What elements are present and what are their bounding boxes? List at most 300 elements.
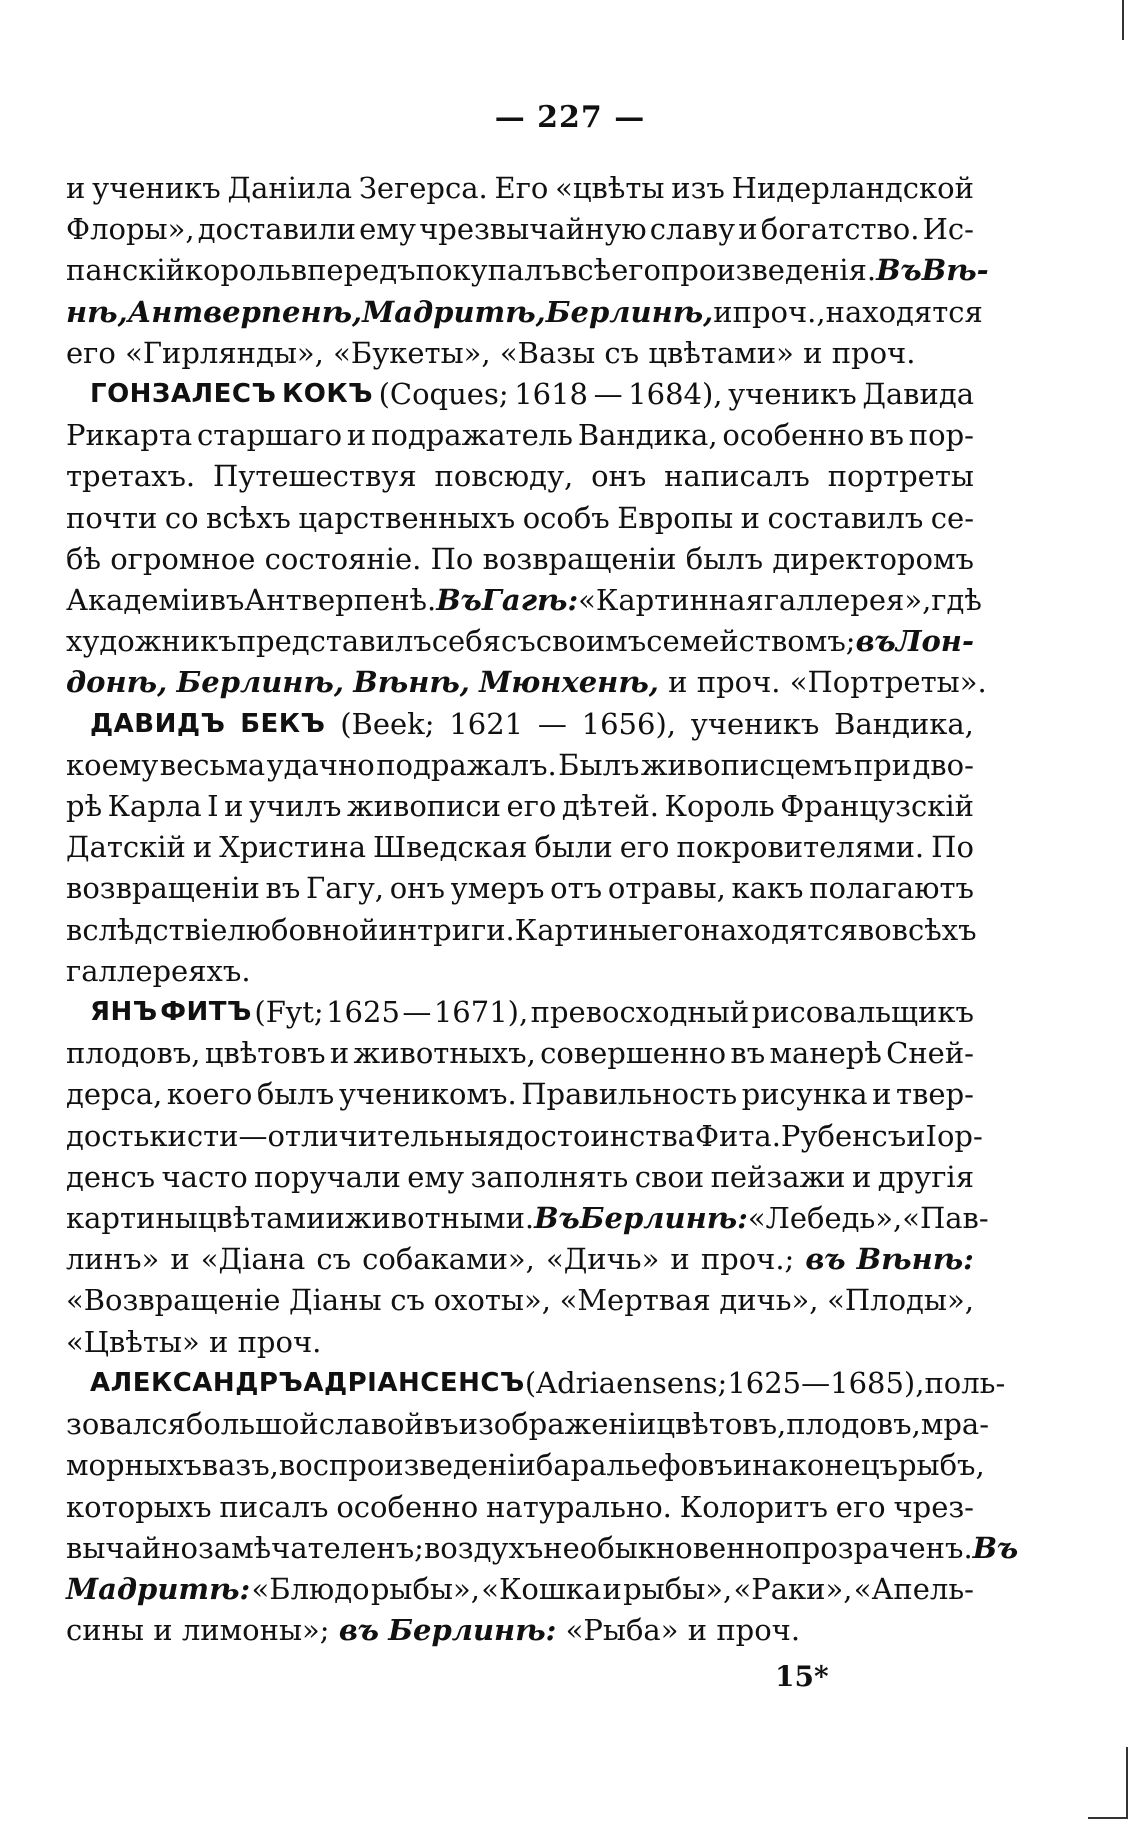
word: проч. — [696, 665, 781, 700]
word: Фита. — [694, 1118, 781, 1153]
text-line — [66, 1322, 974, 1363]
word: любовной — [227, 912, 379, 947]
word: коему — [66, 747, 159, 782]
location-text: Мадритѣ: — [66, 1571, 251, 1606]
text-line — [66, 868, 974, 909]
word: По — [931, 830, 974, 865]
word: царственныхъ — [298, 500, 516, 535]
word: (Coques; — [378, 377, 509, 412]
word: превосходный — [530, 995, 750, 1030]
word: Іор- — [925, 1118, 983, 1153]
location-text: Берлинѣ, — [545, 294, 714, 329]
word: «Мертвая — [559, 1283, 711, 1318]
word: и — [208, 1324, 229, 1359]
word: всѣхъ — [206, 500, 291, 535]
word: прозраченъ. — [782, 1530, 973, 1565]
word: воспроизведеніи — [278, 1448, 536, 1483]
word: и — [602, 1571, 622, 1606]
location-text: Вѣ- — [921, 253, 989, 288]
word: «Плоды», — [827, 1283, 974, 1318]
word: коего — [166, 1077, 253, 1112]
word: Ис- — [922, 212, 974, 247]
word: дѣтей. — [561, 789, 660, 824]
text-line — [66, 1116, 983, 1157]
word: Рикарта — [66, 418, 193, 453]
word: и — [687, 1613, 708, 1648]
word: — — [801, 1365, 831, 1400]
word: Рубенсъ — [780, 1118, 907, 1153]
word: отравы, — [607, 871, 726, 906]
word: изъ — [671, 171, 725, 205]
word: подражатель — [371, 418, 573, 453]
word: вычайно — [66, 1530, 198, 1565]
word: гдѣ — [931, 583, 982, 618]
word: Антверпенѣ. — [244, 583, 437, 618]
word: баральефовъ — [535, 1448, 733, 1483]
word: и — [170, 1242, 190, 1277]
word: старшаго — [197, 418, 343, 453]
word: изображеніи — [458, 1407, 657, 1442]
text-line — [66, 1487, 974, 1528]
text-line — [66, 745, 974, 786]
word: сины — [66, 1613, 144, 1648]
word: и — [224, 789, 244, 824]
word: живописцемъ — [640, 747, 853, 782]
location-text: Гагѣ: — [481, 583, 579, 618]
word: и — [872, 1077, 892, 1112]
location-text: Мюнхенѣ, — [479, 665, 659, 700]
word: интриги. — [378, 912, 515, 947]
word: повсюду, — [434, 459, 574, 494]
word: весьма — [159, 747, 266, 782]
word: и — [803, 335, 823, 370]
word: замѣчателенъ; — [198, 1530, 424, 1565]
word: и — [153, 1613, 173, 1648]
word: морныхъ — [66, 1448, 202, 1483]
word: его — [506, 789, 557, 824]
location-text: Берлинѣ: — [579, 1201, 748, 1236]
location-text: Антверпенѣ, — [127, 294, 363, 329]
word: и — [325, 1201, 345, 1236]
word: писалъ — [219, 1489, 329, 1524]
text-line — [66, 333, 974, 374]
word: — — [593, 377, 623, 412]
text-line — [66, 1569, 974, 1610]
word: большой — [185, 1407, 319, 1442]
word: Гагу, — [306, 871, 384, 906]
word: въ — [730, 1036, 766, 1071]
location-text: Берлинѣ: — [388, 1613, 557, 1648]
word: Академіи — [66, 583, 210, 618]
word: кисти—отличительныя — [149, 1118, 506, 1153]
word: его — [650, 912, 701, 947]
word: съ — [316, 1242, 352, 1277]
word: его — [66, 335, 116, 370]
word: 1621 — [449, 706, 524, 741]
word: 1684), — [628, 377, 723, 412]
word: со — [164, 500, 199, 535]
text-line — [66, 662, 987, 703]
word: его — [619, 830, 670, 865]
word: Былъ — [558, 747, 640, 782]
word: плодовъ, — [786, 1407, 921, 1442]
word: покупалъ — [415, 253, 562, 288]
word: ему — [359, 212, 416, 247]
word: Король — [664, 789, 775, 824]
word: денсъ — [66, 1159, 156, 1194]
word: находятся — [700, 912, 858, 947]
word: «Дичь» — [545, 1242, 660, 1277]
word: богатство. — [760, 212, 920, 247]
word: цвѣтовъ — [204, 1036, 326, 1071]
scan-corner-mark — [1088, 1747, 1128, 1819]
word: проч.; — [700, 1242, 795, 1277]
word: цвѣтами — [197, 1201, 326, 1236]
word: рисунка — [741, 1077, 868, 1112]
word: чрезвычайную — [419, 212, 647, 247]
word: «Блюдо — [251, 1571, 370, 1606]
word: Зегерса. — [358, 171, 488, 205]
location-text: Лон- — [895, 624, 974, 659]
word: цвѣтами» — [648, 335, 794, 370]
word: дво- — [912, 747, 974, 782]
word: 1656), — [581, 706, 676, 741]
word: состояніе. — [264, 541, 422, 576]
word: портреты — [827, 459, 974, 494]
word: Даніила — [227, 171, 353, 205]
word: написалъ — [664, 459, 810, 494]
word: «Картинная — [578, 583, 764, 618]
text-line — [66, 1198, 989, 1239]
word: пейзажи — [710, 1159, 846, 1194]
word: и — [738, 212, 758, 247]
word: «Апель- — [853, 1571, 974, 1606]
word: и — [740, 500, 761, 535]
word: — — [537, 706, 567, 741]
word: зовался — [66, 1407, 186, 1442]
word: составилъ — [767, 500, 924, 535]
word: въ — [423, 1407, 459, 1442]
word: славой — [318, 1407, 424, 1442]
word: были — [534, 830, 613, 865]
word: особъ — [522, 500, 610, 535]
word: 1625 — [326, 995, 400, 1030]
text-line — [66, 992, 974, 1033]
location-text: Мадритѣ, — [362, 294, 546, 329]
location-text: Вѣнѣ: — [856, 1242, 974, 1277]
word: король — [184, 253, 291, 288]
location-text: нѣ, — [66, 294, 128, 329]
word: впередъ — [290, 253, 416, 288]
word: и — [346, 418, 367, 453]
artist-name: ГОНЗАЛЕСЪ — [90, 379, 277, 410]
text-line — [66, 168, 974, 209]
word: семействомъ; — [646, 624, 856, 659]
word: заполнять — [470, 1159, 629, 1194]
word: совершенно — [540, 1036, 727, 1071]
word: возвращеніи — [66, 871, 260, 906]
word: ученикомъ. — [338, 1077, 517, 1112]
word: почти — [66, 500, 158, 535]
text-line — [66, 209, 974, 250]
location-text: Въ — [534, 1201, 580, 1236]
text-line — [66, 250, 989, 291]
word: «Гирлянды», — [125, 335, 324, 370]
word: галлереяхъ. — [66, 953, 251, 988]
word: особенно — [336, 1489, 479, 1524]
word: линъ» — [66, 1242, 160, 1277]
word: чрез- — [893, 1489, 974, 1524]
word: пор- — [908, 418, 974, 453]
text-line — [66, 1074, 974, 1115]
artist-name: АЛЕКСАНДРЪ — [90, 1367, 304, 1398]
word: манерѣ — [769, 1036, 882, 1071]
text-line — [66, 786, 974, 827]
location-text: въ — [805, 1242, 846, 1277]
word: Европы — [617, 500, 734, 535]
word: ему — [407, 1159, 465, 1194]
word: его — [835, 1489, 886, 1524]
word: (Adriaensens; — [524, 1365, 728, 1400]
text-line — [66, 292, 983, 333]
word: проч. — [831, 335, 916, 370]
word: подражалъ. — [376, 747, 557, 782]
word: 1625 — [727, 1365, 802, 1400]
word: всѣ — [561, 253, 612, 288]
word: былъ — [256, 1077, 335, 1112]
word: особенно — [722, 418, 865, 453]
word: поручали — [254, 1159, 401, 1194]
location-text: въ — [855, 624, 896, 659]
word: поль- — [924, 1365, 1006, 1400]
word: и — [851, 1159, 872, 1194]
word: во — [857, 912, 892, 947]
text-line — [66, 1239, 974, 1280]
word: въ — [265, 871, 301, 906]
word: «Лебедь», — [747, 1201, 903, 1236]
text-line — [66, 498, 974, 539]
word: охоты», — [433, 1283, 551, 1318]
word: и — [713, 294, 733, 329]
text-line — [66, 621, 974, 662]
word: 1685), — [830, 1365, 925, 1400]
body-text — [66, 168, 1019, 1651]
word: былъ — [685, 541, 764, 576]
word: 1618 — [514, 377, 589, 412]
word: Сней- — [886, 1036, 974, 1071]
word: — — [402, 995, 432, 1030]
word: мра- — [920, 1407, 990, 1442]
word: другія — [877, 1159, 974, 1194]
word: и — [66, 171, 86, 205]
word: рыбъ, — [897, 1448, 985, 1483]
word: необыкновенно — [543, 1530, 783, 1565]
location-text: Берлинѣ, — [176, 665, 344, 700]
word: рисовальщикъ — [751, 995, 974, 1030]
word: цвѣтовъ, — [656, 1407, 787, 1442]
word: лимоны»; — [181, 1613, 330, 1648]
location-text: Въ — [972, 1530, 1019, 1565]
word: и — [906, 1118, 926, 1153]
word: которыхъ — [66, 1489, 212, 1524]
word: и — [732, 1448, 753, 1483]
word: «Возвращеніе — [66, 1283, 281, 1318]
word: въ — [209, 583, 245, 618]
word: доставили — [197, 212, 356, 247]
word: возвращеніи — [482, 541, 677, 576]
word: «Кошка — [481, 1571, 602, 1606]
word: «Рыба» — [565, 1613, 679, 1648]
word: себя — [431, 624, 501, 659]
location-text: Въ — [436, 583, 482, 618]
word: съ — [501, 624, 536, 659]
word: покровителями. — [676, 830, 925, 865]
word: произведенія. — [660, 253, 877, 288]
word: славу — [649, 212, 736, 247]
word: представилъ — [236, 624, 432, 659]
word: Его — [494, 171, 549, 205]
word: въ — [869, 418, 904, 453]
text-line — [66, 1404, 990, 1445]
word: достоинства — [505, 1118, 695, 1153]
word: дичь», — [719, 1283, 819, 1318]
text-line — [66, 1363, 1006, 1404]
word: огромное — [110, 541, 256, 576]
word: какъ — [731, 871, 804, 906]
word: Христина — [219, 830, 367, 865]
word: «Вазы — [499, 335, 596, 370]
word: умеръ — [450, 871, 545, 906]
text-line — [66, 1610, 974, 1651]
word: дерса, — [66, 1077, 163, 1112]
text-line — [66, 415, 974, 456]
word: животными. — [344, 1201, 535, 1236]
word: и — [192, 830, 213, 865]
word: Вандика, — [577, 418, 718, 453]
word: 1671), — [433, 995, 529, 1030]
text-line — [66, 827, 974, 868]
word: директоромъ — [772, 541, 974, 576]
artist-name: АДРІАНСЕНСЪ — [303, 1367, 525, 1398]
word: галлерея», — [763, 583, 932, 618]
word: плодовъ, — [66, 1036, 201, 1071]
text-line — [66, 456, 974, 497]
word: ученикъ — [92, 171, 221, 205]
scan-edge-mark — [1122, 0, 1124, 40]
word: «Цвѣты» — [66, 1324, 200, 1359]
word: панскій — [66, 253, 185, 288]
word: наконецъ — [752, 1448, 898, 1483]
word: бѣ — [66, 541, 101, 576]
word: и — [668, 665, 688, 700]
word: художникъ — [66, 624, 237, 659]
word: рыбы», — [370, 1571, 480, 1606]
word: Флоры», — [66, 212, 195, 247]
word: рѣ — [66, 789, 103, 824]
word: онъ — [591, 459, 647, 494]
word: «Портреты». — [789, 665, 987, 700]
text-line — [66, 1445, 985, 1486]
text-line — [66, 580, 982, 621]
text-line — [66, 1033, 974, 1074]
word: твер- — [896, 1077, 974, 1112]
word: проч., — [732, 294, 826, 329]
word: вазъ, — [201, 1448, 279, 1483]
word: Давида — [862, 377, 974, 412]
word: животныхъ, — [353, 1036, 536, 1071]
text-line — [66, 374, 974, 415]
word: Карла — [107, 789, 202, 824]
word: Колоритъ — [679, 1489, 828, 1524]
text-line — [66, 1528, 1019, 1569]
word: картины — [66, 1201, 198, 1236]
word: проч. — [237, 1324, 322, 1359]
text-line — [66, 704, 974, 745]
word: училъ — [249, 789, 342, 824]
word: Правильность — [521, 1077, 738, 1112]
word: «Букеты», — [333, 335, 491, 370]
artist-name: КОКЪ — [281, 379, 374, 410]
artist-name: ДАВИДЪ — [90, 708, 226, 739]
word: Французскій — [780, 789, 974, 824]
word: всѣхъ — [891, 912, 977, 947]
word: (Fyt; — [254, 995, 324, 1030]
word: (Beek; — [340, 706, 435, 741]
word: своимъ — [535, 624, 647, 659]
word: и — [670, 1242, 690, 1277]
word: Діаны — [289, 1283, 382, 1318]
word: его — [611, 253, 661, 288]
location-text: донѣ, — [66, 665, 168, 700]
artist-name: БЕКЪ — [240, 708, 326, 739]
word: «цвѣты — [555, 171, 665, 205]
text-line — [66, 951, 974, 992]
word: «Діана — [200, 1242, 306, 1277]
word: Путешествуя — [212, 459, 417, 494]
word: при — [853, 747, 912, 782]
word: се- — [930, 500, 974, 535]
word: ученикъ — [690, 706, 820, 741]
word: натурально. — [486, 1489, 672, 1524]
word: третахъ. — [66, 459, 196, 494]
word: живописи — [346, 789, 502, 824]
word: I — [207, 789, 219, 824]
word: вслѣдствіе — [66, 912, 228, 947]
word: Картины — [514, 912, 651, 947]
word: и — [329, 1036, 350, 1071]
text-line — [66, 910, 977, 951]
word: часто — [161, 1159, 248, 1194]
artist-name: ЯНЪ — [90, 997, 158, 1028]
word: онъ — [389, 871, 445, 906]
word: съ — [390, 1283, 425, 1318]
word: По — [430, 541, 474, 576]
printer-signature-mark: 15* — [775, 1660, 829, 1693]
word: отъ — [550, 871, 603, 906]
word: собаками», — [362, 1242, 535, 1277]
word: «Раки», — [733, 1571, 853, 1606]
word: воздухъ — [423, 1530, 544, 1565]
word: полагаютъ — [809, 871, 974, 906]
page-number-header: — 227 — — [494, 100, 646, 135]
word: рыбы», — [623, 1571, 733, 1606]
word: съ — [604, 335, 640, 370]
text-line — [66, 1280, 974, 1321]
word: ученикъ — [728, 377, 857, 412]
word: проч. — [716, 1613, 801, 1648]
word: находятся — [825, 294, 983, 329]
artist-name: ФИТЪ — [160, 997, 252, 1028]
